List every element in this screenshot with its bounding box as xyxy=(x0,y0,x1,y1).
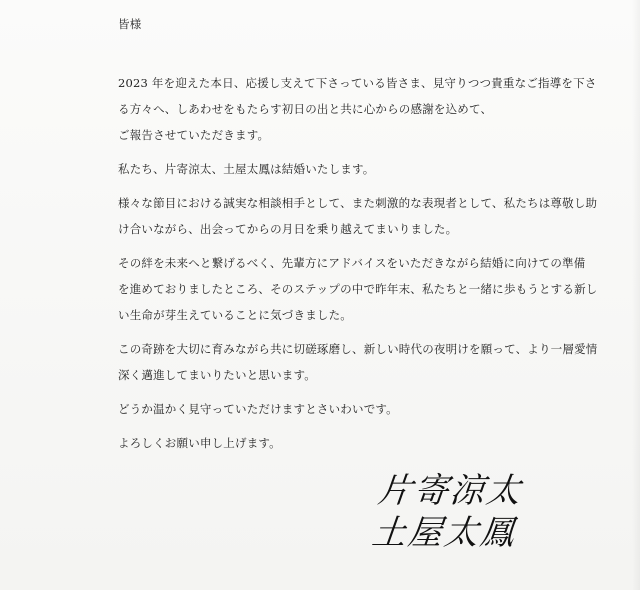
signature-kataoka: 片寄涼太 xyxy=(375,471,525,511)
paragraph-line: 様々な節目における誠実な相談相手として、また刺激的な表現者として、私たちは尊敬し助 xyxy=(118,196,598,210)
letter-body xyxy=(118,70,608,464)
salutation: 皆様 xyxy=(118,17,142,31)
paragraph xyxy=(118,430,608,456)
paragraph xyxy=(118,396,608,422)
paragraph-line: る方々へ、しあわせをもたらす初日の出と共に心からの感謝を込めて、 xyxy=(118,102,493,116)
paragraph-line: 深く邁進してまいりたいと思います。 xyxy=(118,368,316,382)
paragraph-line: け合いながら、出会ってからの月日を乗り越えてまいりました。 xyxy=(118,222,458,236)
paragraph xyxy=(118,250,608,328)
paragraph xyxy=(118,190,608,242)
paragraph-line: この奇跡を大切に育みながら共に切磋琢磨し、新しい時代の夜明けを願って、より一層愛情 xyxy=(118,342,598,356)
paragraph-line: よろしくお願い申し上げます。 xyxy=(118,436,281,450)
paragraph xyxy=(118,70,608,148)
paragraph-line: ご報告させていただきます。 xyxy=(118,128,270,142)
paragraph-line: どうか温かく見守っていただけますとさいわいです。 xyxy=(118,402,398,416)
paragraph-line: 2023 年を迎えた本日、応援し支えて下さっている皆さま、見守りつつ貴重なご指導を下さ xyxy=(118,76,597,90)
signature-block xyxy=(369,470,528,554)
paragraph-line: を進めておりましたところ、そのステップの中で昨年末、私たちと一緒に歩もうとする新し xyxy=(118,282,598,296)
paragraph xyxy=(118,156,608,182)
paragraph-line: 私たち、片寄涼太、土屋太鳳は結婚いたします。 xyxy=(118,162,375,176)
paragraph-line: その絆を未来へと繋げるべく、先輩方にアドバイスをいただきながら結婚に向けての準備 xyxy=(118,256,586,270)
page-edge-shadow xyxy=(632,0,640,590)
paragraph-line: い生命が芽生えていることに気づきました。 xyxy=(118,308,352,322)
signature-tsuchiya: 土屋太鳳 xyxy=(369,513,519,553)
paragraph xyxy=(118,336,608,388)
